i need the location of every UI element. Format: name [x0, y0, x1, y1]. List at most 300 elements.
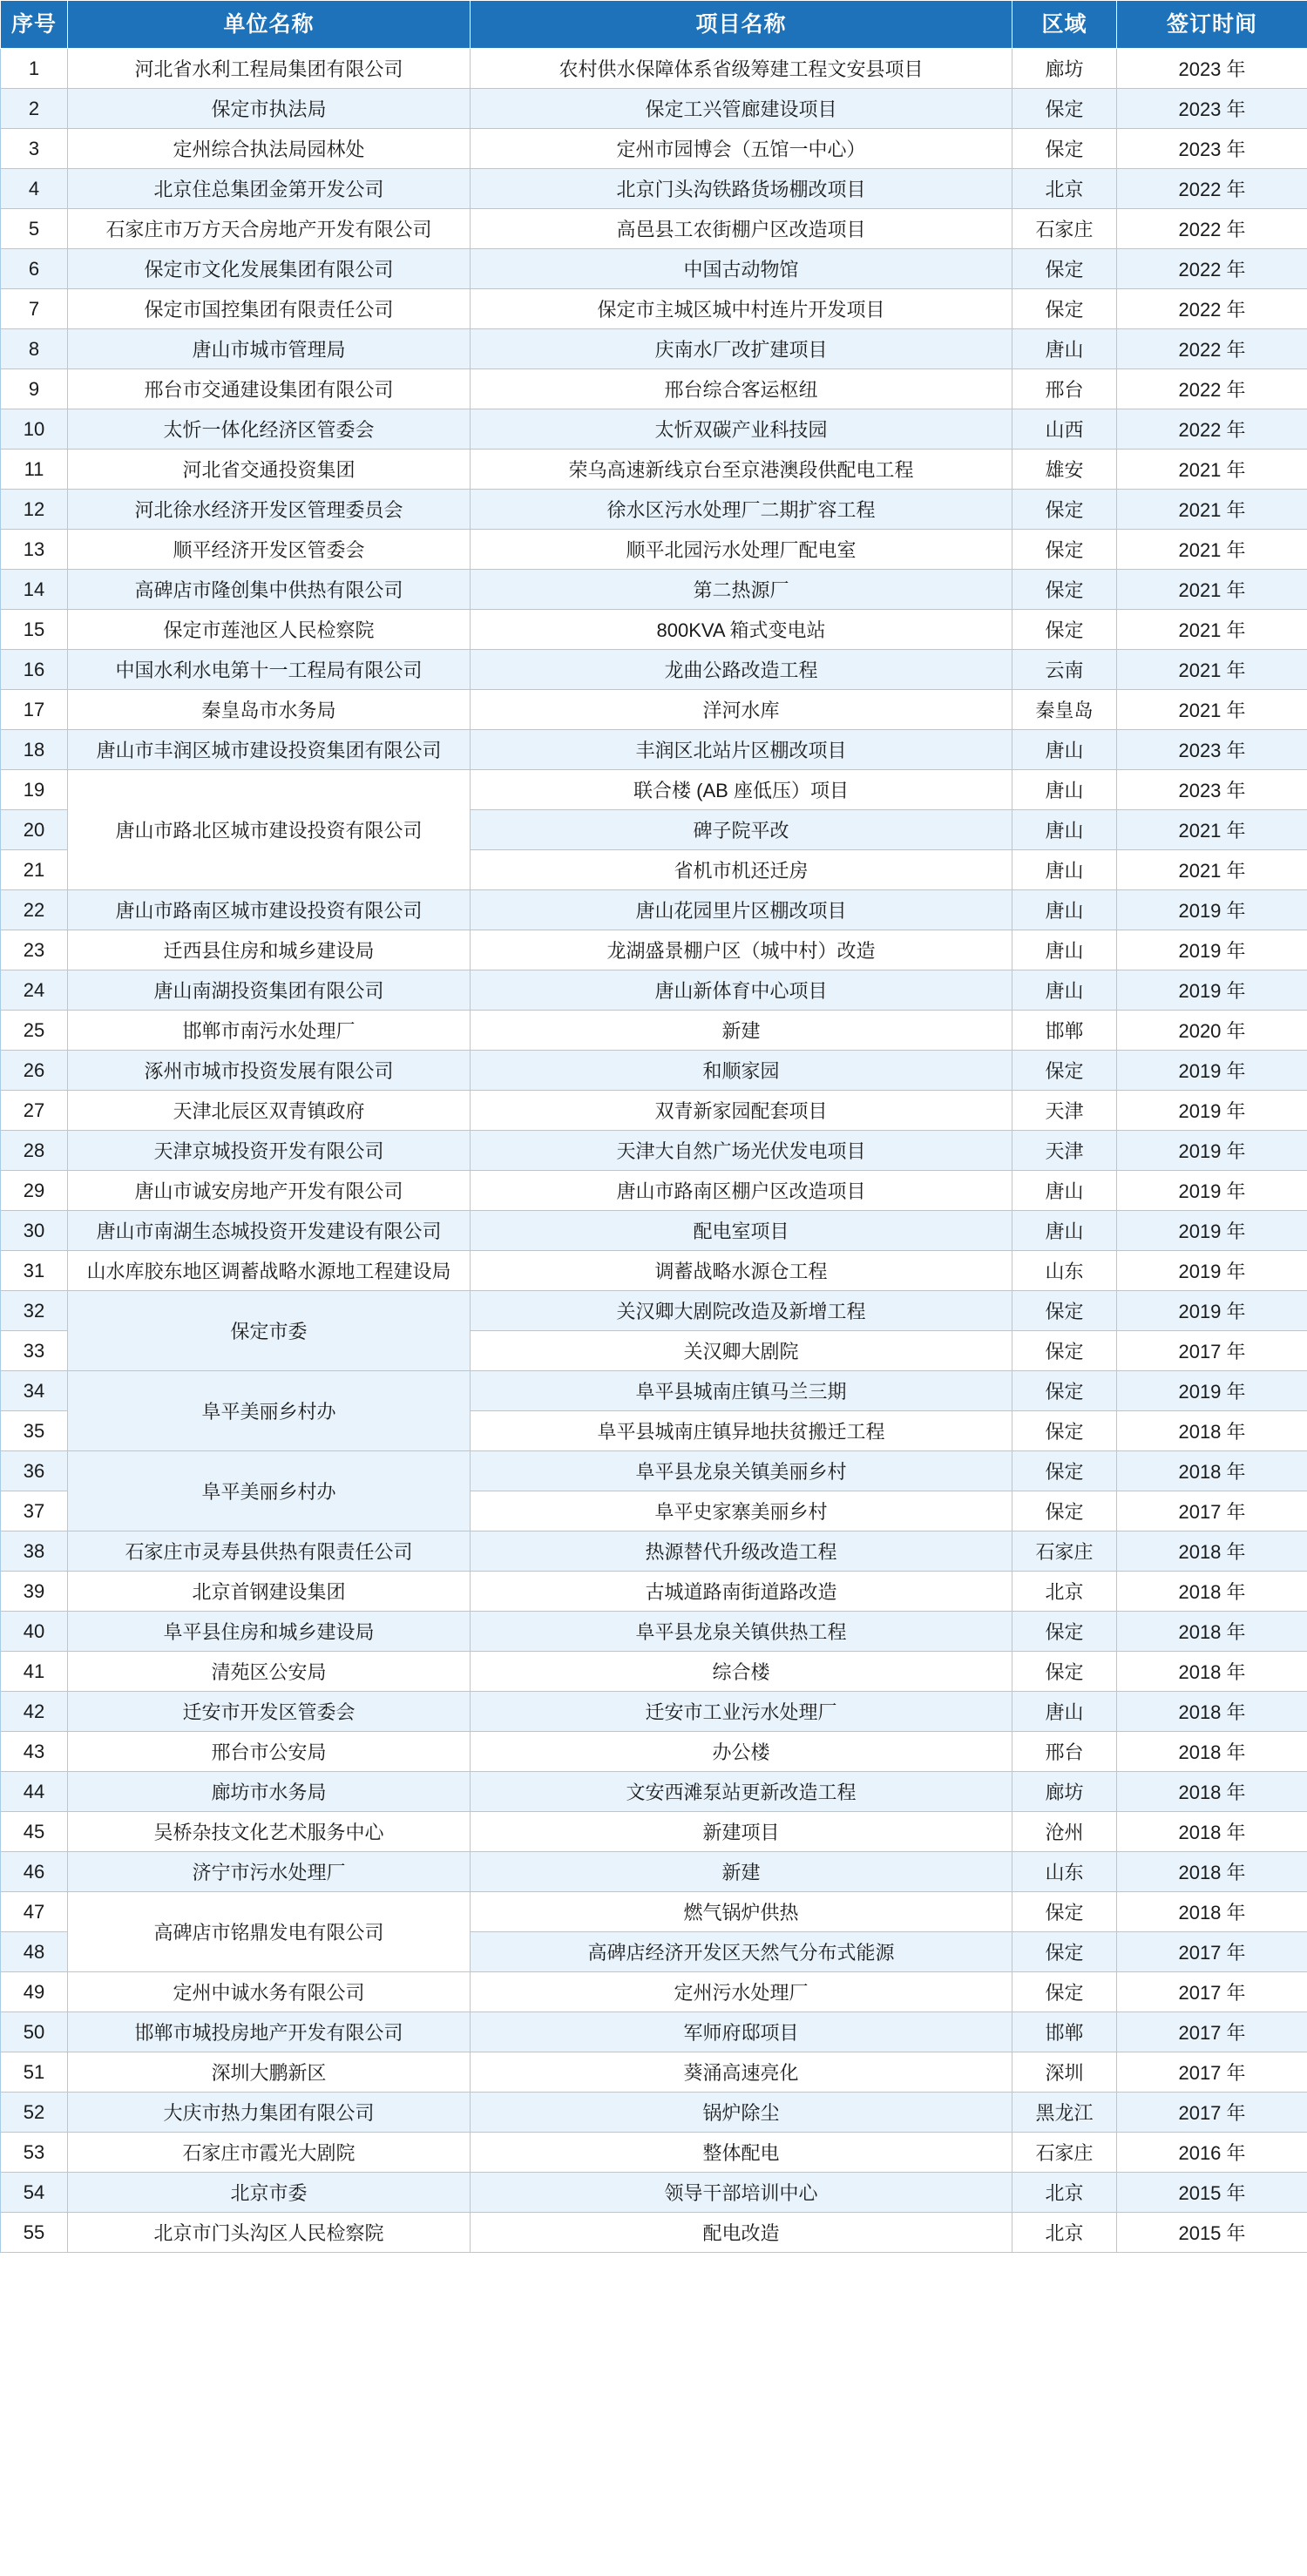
- cell-index: 6: [1, 249, 68, 289]
- table-row: [1, 450, 1307, 490]
- cell-unit-name: 济宁市污水处理厂: [68, 1852, 471, 1892]
- cell-unit-name: 中国水利水电第十一工程局有限公司: [68, 650, 471, 690]
- cell-project-name: 葵涌高速亮化: [471, 2052, 1012, 2093]
- cell-index: 25: [1, 1011, 68, 1051]
- cell-sign-date: 2021 年: [1117, 570, 1307, 610]
- cell-sign-date: 2018 年: [1117, 1652, 1307, 1692]
- cell-sign-date: 2023 年: [1117, 129, 1307, 169]
- cell-project-name: 热源替代升级改造工程: [471, 1531, 1012, 1572]
- table-row: [1, 1211, 1307, 1251]
- cell-project-name: 800KVA 箱式变电站: [471, 610, 1012, 650]
- cell-index: 23: [1, 930, 68, 970]
- cell-area: 唐山: [1012, 1211, 1117, 1251]
- table-row: [1, 570, 1307, 610]
- cell-index: 29: [1, 1171, 68, 1211]
- cell-sign-date: 2017 年: [1117, 1491, 1307, 1531]
- cell-sign-date: 2021 年: [1117, 810, 1307, 850]
- cell-area: 唐山: [1012, 329, 1117, 369]
- cell-unit-name: 北京首钢建设集团: [68, 1572, 471, 1612]
- cell-sign-date: 2021 年: [1117, 690, 1307, 730]
- cell-area: 邢台: [1012, 1732, 1117, 1772]
- column-header-date: 签订时间: [1117, 1, 1307, 49]
- table-row: [1, 1251, 1307, 1291]
- cell-project-name: 北京门头沟铁路货场棚改项目: [471, 169, 1012, 209]
- cell-area: 唐山: [1012, 1171, 1117, 1211]
- cell-index: 30: [1, 1211, 68, 1251]
- cell-project-name: 和顺家园: [471, 1051, 1012, 1091]
- table-row: [1, 1812, 1307, 1852]
- cell-sign-date: 2019 年: [1117, 970, 1307, 1011]
- table-row: [1, 650, 1307, 690]
- cell-index: 13: [1, 530, 68, 570]
- cell-area: 天津: [1012, 1091, 1117, 1131]
- table-row: [1, 2213, 1307, 2253]
- cell-unit-name: 迁西县住房和城乡建设局: [68, 930, 471, 970]
- cell-sign-date: 2022 年: [1117, 289, 1307, 329]
- cell-sign-date: 2019 年: [1117, 1291, 1307, 1331]
- cell-project-name: 顺平北园污水处理厂配电室: [471, 530, 1012, 570]
- cell-unit-name: 唐山市南湖生态城投资开发建设有限公司: [68, 1211, 471, 1251]
- cell-index: 55: [1, 2213, 68, 2253]
- cell-sign-date: 2019 年: [1117, 1251, 1307, 1291]
- cell-area: 保定: [1012, 1371, 1117, 1411]
- cell-area: 保定: [1012, 1331, 1117, 1371]
- cell-sign-date: 2021 年: [1117, 610, 1307, 650]
- cell-sign-date: 2022 年: [1117, 169, 1307, 209]
- cell-project-name: 省机市机还迁房: [471, 850, 1012, 890]
- table-row: [1, 329, 1307, 369]
- cell-sign-date: 2015 年: [1117, 2213, 1307, 2253]
- cell-sign-date: 2021 年: [1117, 450, 1307, 490]
- cell-index: 17: [1, 690, 68, 730]
- cell-index: 3: [1, 129, 68, 169]
- cell-unit-name: 吴桥杂技文化艺术服务中心: [68, 1812, 471, 1852]
- cell-project-name: 办公楼: [471, 1732, 1012, 1772]
- cell-unit-name: 秦皇岛市水务局: [68, 690, 471, 730]
- cell-unit-name: 保定市莲池区人民检察院: [68, 610, 471, 650]
- cell-area: 北京: [1012, 169, 1117, 209]
- cell-area: 山东: [1012, 1852, 1117, 1892]
- cell-area: 保定: [1012, 1612, 1117, 1652]
- table-row: [1, 2012, 1307, 2052]
- cell-area: 北京: [1012, 1572, 1117, 1612]
- table-row: [1, 930, 1307, 970]
- cell-sign-date: 2018 年: [1117, 1852, 1307, 1892]
- cell-index: 34: [1, 1371, 68, 1411]
- cell-sign-date: 2017 年: [1117, 1972, 1307, 2012]
- table-row: [1, 1451, 1307, 1491]
- cell-unit-name: 唐山市诚安房地产开发有限公司: [68, 1171, 471, 1211]
- table-row: [1, 490, 1307, 530]
- cell-index: 5: [1, 209, 68, 249]
- cell-unit-name: 唐山市城市管理局: [68, 329, 471, 369]
- table-row: [1, 2052, 1307, 2093]
- cell-area: 邯郸: [1012, 1011, 1117, 1051]
- cell-sign-date: 2022 年: [1117, 329, 1307, 369]
- cell-sign-date: 2019 年: [1117, 1051, 1307, 1091]
- cell-project-name: 龙湖盛景棚户区（城中村）改造: [471, 930, 1012, 970]
- cell-unit-name: 保定市执法局: [68, 89, 471, 129]
- cell-project-name: 太忻双碳产业科技园: [471, 409, 1012, 450]
- cell-index: 54: [1, 2173, 68, 2213]
- cell-index: 33: [1, 1331, 68, 1371]
- cell-index: 47: [1, 1892, 68, 1932]
- cell-project-name: 庆南水厂改扩建项目: [471, 329, 1012, 369]
- cell-index: 27: [1, 1091, 68, 1131]
- cell-index: 44: [1, 1772, 68, 1812]
- table-row: [1, 1131, 1307, 1171]
- table-row: [1, 89, 1307, 129]
- cell-index: 14: [1, 570, 68, 610]
- cell-sign-date: 2015 年: [1117, 2173, 1307, 2213]
- table-row: [1, 289, 1307, 329]
- cell-index: 4: [1, 169, 68, 209]
- cell-area: 云南: [1012, 650, 1117, 690]
- cell-index: 32: [1, 1291, 68, 1331]
- cell-project-name: 领导干部培训中心: [471, 2173, 1012, 2213]
- cell-area: 唐山: [1012, 970, 1117, 1011]
- cell-sign-date: 2018 年: [1117, 1732, 1307, 1772]
- cell-unit-name: 廊坊市水务局: [68, 1772, 471, 1812]
- cell-sign-date: 2018 年: [1117, 1692, 1307, 1732]
- cell-project-name: 保定市主城区城中村连片开发项目: [471, 289, 1012, 329]
- table-row: [1, 1612, 1307, 1652]
- cell-sign-date: 2018 年: [1117, 1531, 1307, 1572]
- cell-index: 16: [1, 650, 68, 690]
- cell-area: 邯郸: [1012, 2012, 1117, 2052]
- cell-unit-name: 太忻一体化经济区管委会: [68, 409, 471, 450]
- cell-unit-name: 山水库胶东地区调蓄战略水源地工程建设局: [68, 1251, 471, 1291]
- table-row: [1, 1371, 1307, 1411]
- cell-unit-name: 石家庄市万方天合房地产开发有限公司: [68, 209, 471, 249]
- cell-area: 唐山: [1012, 930, 1117, 970]
- table-header: [1, 1, 1307, 49]
- cell-project-name: 唐山花园里片区棚改项目: [471, 890, 1012, 930]
- cell-index: 45: [1, 1812, 68, 1852]
- cell-unit-name: 保定市委: [68, 1291, 471, 1371]
- cell-sign-date: 2018 年: [1117, 1612, 1307, 1652]
- cell-index: 28: [1, 1131, 68, 1171]
- table-row: [1, 1531, 1307, 1572]
- cell-area: 廊坊: [1012, 49, 1117, 89]
- cell-sign-date: 2019 年: [1117, 1131, 1307, 1171]
- cell-area: 雄安: [1012, 450, 1117, 490]
- table-row: [1, 249, 1307, 289]
- cell-index: 48: [1, 1932, 68, 1972]
- cell-project-name: 丰润区北站片区棚改项目: [471, 730, 1012, 770]
- cell-unit-name: 邢台市公安局: [68, 1732, 471, 1772]
- cell-unit-name: 唐山市丰润区城市建设投资集团有限公司: [68, 730, 471, 770]
- cell-area: 保定: [1012, 490, 1117, 530]
- cell-area: 保定: [1012, 89, 1117, 129]
- cell-unit-name: 高碑店市铭鼎发电有限公司: [68, 1892, 471, 1972]
- cell-project-name: 燃气锅炉供热: [471, 1892, 1012, 1932]
- cell-area: 天津: [1012, 1131, 1117, 1171]
- cell-sign-date: 2019 年: [1117, 890, 1307, 930]
- cell-project-name: 碑子院平改: [471, 810, 1012, 850]
- cell-index: 31: [1, 1251, 68, 1291]
- cell-sign-date: 2018 年: [1117, 1451, 1307, 1491]
- cell-unit-name: 保定市文化发展集团有限公司: [68, 249, 471, 289]
- cell-area: 保定: [1012, 1051, 1117, 1091]
- cell-area: 保定: [1012, 610, 1117, 650]
- cell-project-name: 唐山新体育中心项目: [471, 970, 1012, 1011]
- table-body: [1, 49, 1307, 2253]
- cell-sign-date: 2022 年: [1117, 369, 1307, 409]
- table-row: [1, 690, 1307, 730]
- table-row: [1, 1852, 1307, 1892]
- table-row: [1, 1692, 1307, 1732]
- cell-area: 廊坊: [1012, 1772, 1117, 1812]
- cell-area: 唐山: [1012, 1692, 1117, 1732]
- table-row: [1, 2093, 1307, 2133]
- cell-sign-date: 2022 年: [1117, 209, 1307, 249]
- cell-unit-name: 石家庄市灵寿县供热有限责任公司: [68, 1531, 471, 1572]
- cell-area: 保定: [1012, 1972, 1117, 2012]
- cell-sign-date: 2023 年: [1117, 770, 1307, 810]
- table-row: [1, 49, 1307, 89]
- cell-sign-date: 2022 年: [1117, 249, 1307, 289]
- cell-index: 41: [1, 1652, 68, 1692]
- cell-area: 保定: [1012, 570, 1117, 610]
- cell-unit-name: 阜平美丽乡村办: [68, 1451, 471, 1531]
- cell-unit-name: 邯郸市南污水处理厂: [68, 1011, 471, 1051]
- cell-index: 7: [1, 289, 68, 329]
- table-row: [1, 169, 1307, 209]
- table-header-row: [1, 1, 1307, 49]
- cell-sign-date: 2021 年: [1117, 530, 1307, 570]
- cell-unit-name: 唐山南湖投资集团有限公司: [68, 970, 471, 1011]
- cell-index: 35: [1, 1411, 68, 1451]
- cell-project-name: 阜平史家寨美丽乡村: [471, 1491, 1012, 1531]
- cell-sign-date: 2017 年: [1117, 2052, 1307, 2093]
- cell-sign-date: 2018 年: [1117, 1572, 1307, 1612]
- cell-index: 1: [1, 49, 68, 89]
- cell-unit-name: 石家庄市霞光大剧院: [68, 2133, 471, 2173]
- cell-area: 秦皇岛: [1012, 690, 1117, 730]
- cell-area: 唐山: [1012, 770, 1117, 810]
- cell-index: 24: [1, 970, 68, 1011]
- cell-area: 保定: [1012, 1652, 1117, 1692]
- cell-project-name: 洋河水库: [471, 690, 1012, 730]
- cell-area: 石家庄: [1012, 2133, 1117, 2173]
- cell-project-name: 定州市园博会（五馆一中心）: [471, 129, 1012, 169]
- cell-project-name: 配电室项目: [471, 1211, 1012, 1251]
- cell-unit-name: 定州中诚水务有限公司: [68, 1972, 471, 2012]
- cell-unit-name: 天津北辰区双青镇政府: [68, 1091, 471, 1131]
- cell-project-name: 高碑店经济开发区天然气分布式能源: [471, 1932, 1012, 1972]
- cell-area: 保定: [1012, 1451, 1117, 1491]
- cell-project-name: 新建: [471, 1011, 1012, 1051]
- cell-area: 保定: [1012, 1491, 1117, 1531]
- cell-project-name: 第二热源厂: [471, 570, 1012, 610]
- table-row: [1, 1171, 1307, 1211]
- cell-index: 43: [1, 1732, 68, 1772]
- cell-index: 18: [1, 730, 68, 770]
- cell-unit-name: 阜平美丽乡村办: [68, 1371, 471, 1451]
- cell-index: 53: [1, 2133, 68, 2173]
- cell-index: 15: [1, 610, 68, 650]
- cell-index: 12: [1, 490, 68, 530]
- table-row: [1, 409, 1307, 450]
- table-row: [1, 2133, 1307, 2173]
- cell-sign-date: 2019 年: [1117, 1371, 1307, 1411]
- cell-sign-date: 2016 年: [1117, 2133, 1307, 2173]
- cell-area: 山东: [1012, 1251, 1117, 1291]
- table-row: [1, 129, 1307, 169]
- cell-area: 北京: [1012, 2213, 1117, 2253]
- cell-index: 52: [1, 2093, 68, 2133]
- cell-index: 21: [1, 850, 68, 890]
- cell-unit-name: 北京住总集团金第开发公司: [68, 169, 471, 209]
- cell-area: 北京: [1012, 2173, 1117, 2213]
- cell-index: 20: [1, 810, 68, 850]
- cell-index: 49: [1, 1972, 68, 2012]
- table-row: [1, 530, 1307, 570]
- cell-project-name: 保定工兴管廊建设项目: [471, 89, 1012, 129]
- cell-index: 9: [1, 369, 68, 409]
- cell-area: 保定: [1012, 1291, 1117, 1331]
- cell-sign-date: 2018 年: [1117, 1411, 1307, 1451]
- cell-index: 40: [1, 1612, 68, 1652]
- cell-index: 38: [1, 1531, 68, 1572]
- cell-unit-name: 深圳大鹏新区: [68, 2052, 471, 2093]
- cell-index: 11: [1, 450, 68, 490]
- table-row: [1, 890, 1307, 930]
- column-header-index: 序号: [1, 1, 68, 49]
- table-row: [1, 209, 1307, 249]
- cell-sign-date: 2019 年: [1117, 1211, 1307, 1251]
- cell-area: 保定: [1012, 530, 1117, 570]
- cell-index: 36: [1, 1451, 68, 1491]
- cell-project-name: 关汉卿大剧院: [471, 1331, 1012, 1371]
- cell-area: 唐山: [1012, 810, 1117, 850]
- table-row: [1, 1732, 1307, 1772]
- cell-project-name: 阜平县城南庄镇异地扶贫搬迁工程: [471, 1411, 1012, 1451]
- table-row: [1, 1652, 1307, 1692]
- cell-unit-name: 邢台市交通建设集团有限公司: [68, 369, 471, 409]
- cell-area: 邢台: [1012, 369, 1117, 409]
- cell-unit-name: 唐山市路北区城市建设投资有限公司: [68, 770, 471, 890]
- table-row: [1, 1972, 1307, 2012]
- cell-unit-name: 唐山市路南区城市建设投资有限公司: [68, 890, 471, 930]
- cell-project-name: 中国古动物馆: [471, 249, 1012, 289]
- table-row: [1, 770, 1307, 810]
- cell-unit-name: 高碑店市隆创集中供热有限公司: [68, 570, 471, 610]
- table-row: [1, 1892, 1307, 1932]
- cell-unit-name: 顺平经济开发区管委会: [68, 530, 471, 570]
- cell-project-name: 配电改造: [471, 2213, 1012, 2253]
- cell-unit-name: 阜平县住房和城乡建设局: [68, 1612, 471, 1652]
- cell-sign-date: 2018 年: [1117, 1812, 1307, 1852]
- cell-project-name: 唐山市路南区棚户区改造项目: [471, 1171, 1012, 1211]
- table-row: [1, 1091, 1307, 1131]
- cell-sign-date: 2021 年: [1117, 850, 1307, 890]
- cell-sign-date: 2019 年: [1117, 1171, 1307, 1211]
- cell-area: 保定: [1012, 129, 1117, 169]
- table-row: [1, 1011, 1307, 1051]
- cell-unit-name: 定州综合执法局园林处: [68, 129, 471, 169]
- cell-project-name: 阜平县龙泉关镇美丽乡村: [471, 1451, 1012, 1491]
- cell-sign-date: 2023 年: [1117, 49, 1307, 89]
- cell-project-name: 龙曲公路改造工程: [471, 650, 1012, 690]
- cell-unit-name: 河北徐水经济开发区管理委员会: [68, 490, 471, 530]
- table-row: [1, 1772, 1307, 1812]
- cell-unit-name: 北京市门头沟区人民检察院: [68, 2213, 471, 2253]
- cell-project-name: 文安西滩泵站更新改造工程: [471, 1772, 1012, 1812]
- cell-project-name: 定州污水处理厂: [471, 1972, 1012, 2012]
- cell-sign-date: 2019 年: [1117, 930, 1307, 970]
- cell-area: 保定: [1012, 1892, 1117, 1932]
- cell-project-name: 联合楼 (AB 座低压）项目: [471, 770, 1012, 810]
- cell-sign-date: 2020 年: [1117, 1011, 1307, 1051]
- cell-index: 22: [1, 890, 68, 930]
- cell-index: 10: [1, 409, 68, 450]
- cell-index: 2: [1, 89, 68, 129]
- cell-area: 深圳: [1012, 2052, 1117, 2093]
- cell-unit-name: 大庆市热力集团有限公司: [68, 2093, 471, 2133]
- cell-area: 石家庄: [1012, 1531, 1117, 1572]
- cell-project-name: 新建: [471, 1852, 1012, 1892]
- cell-sign-date: 2019 年: [1117, 1091, 1307, 1131]
- cell-area: 沧州: [1012, 1812, 1117, 1852]
- cell-unit-name: 涿州市城市投资发展有限公司: [68, 1051, 471, 1091]
- cell-sign-date: 2017 年: [1117, 1331, 1307, 1371]
- column-header-area: 区域: [1012, 1, 1117, 49]
- cell-sign-date: 2018 年: [1117, 1892, 1307, 1932]
- cell-unit-name: 保定市国控集团有限责任公司: [68, 289, 471, 329]
- cell-project-name: 阜平县龙泉关镇供热工程: [471, 1612, 1012, 1652]
- cell-project-name: 天津大自然广场光伏发电项目: [471, 1131, 1012, 1171]
- table-row: [1, 730, 1307, 770]
- cell-sign-date: 2017 年: [1117, 2012, 1307, 2052]
- table-row: [1, 610, 1307, 650]
- cell-sign-date: 2023 年: [1117, 730, 1307, 770]
- cell-sign-date: 2023 年: [1117, 89, 1307, 129]
- table-row: [1, 369, 1307, 409]
- cell-project-name: 整体配电: [471, 2133, 1012, 2173]
- column-header-unit: 单位名称: [68, 1, 471, 49]
- cell-unit-name: 河北省交通投资集团: [68, 450, 471, 490]
- cell-unit-name: 迁安市开发区管委会: [68, 1692, 471, 1732]
- cell-project-name: 双青新家园配套项目: [471, 1091, 1012, 1131]
- cell-project-name: 综合楼: [471, 1652, 1012, 1692]
- cell-project-name: 调蓄战略水源仓工程: [471, 1251, 1012, 1291]
- cell-area: 石家庄: [1012, 209, 1117, 249]
- cell-project-name: 古城道路南街道路改造: [471, 1572, 1012, 1612]
- cell-sign-date: 2017 年: [1117, 1932, 1307, 1972]
- cell-project-name: 关汉卿大剧院改造及新增工程: [471, 1291, 1012, 1331]
- cell-index: 46: [1, 1852, 68, 1892]
- column-header-project: 项目名称: [471, 1, 1012, 49]
- cell-area: 保定: [1012, 249, 1117, 289]
- cell-sign-date: 2017 年: [1117, 2093, 1307, 2133]
- cell-sign-date: 2021 年: [1117, 650, 1307, 690]
- cell-index: 26: [1, 1051, 68, 1091]
- cell-area: 保定: [1012, 1411, 1117, 1451]
- cell-area: 保定: [1012, 289, 1117, 329]
- cell-project-name: 邢台综合客运枢纽: [471, 369, 1012, 409]
- cell-index: 42: [1, 1692, 68, 1732]
- cell-area: 唐山: [1012, 850, 1117, 890]
- cell-project-name: 阜平县城南庄镇马兰三期: [471, 1371, 1012, 1411]
- cell-unit-name: 北京市委: [68, 2173, 471, 2213]
- cell-unit-name: 邯郸市城投房地产开发有限公司: [68, 2012, 471, 2052]
- cell-index: 19: [1, 770, 68, 810]
- cell-area: 保定: [1012, 1932, 1117, 1972]
- cell-project-name: 锅炉除尘: [471, 2093, 1012, 2133]
- cell-project-name: 荣乌高速新线京台至京港澳段供配电工程: [471, 450, 1012, 490]
